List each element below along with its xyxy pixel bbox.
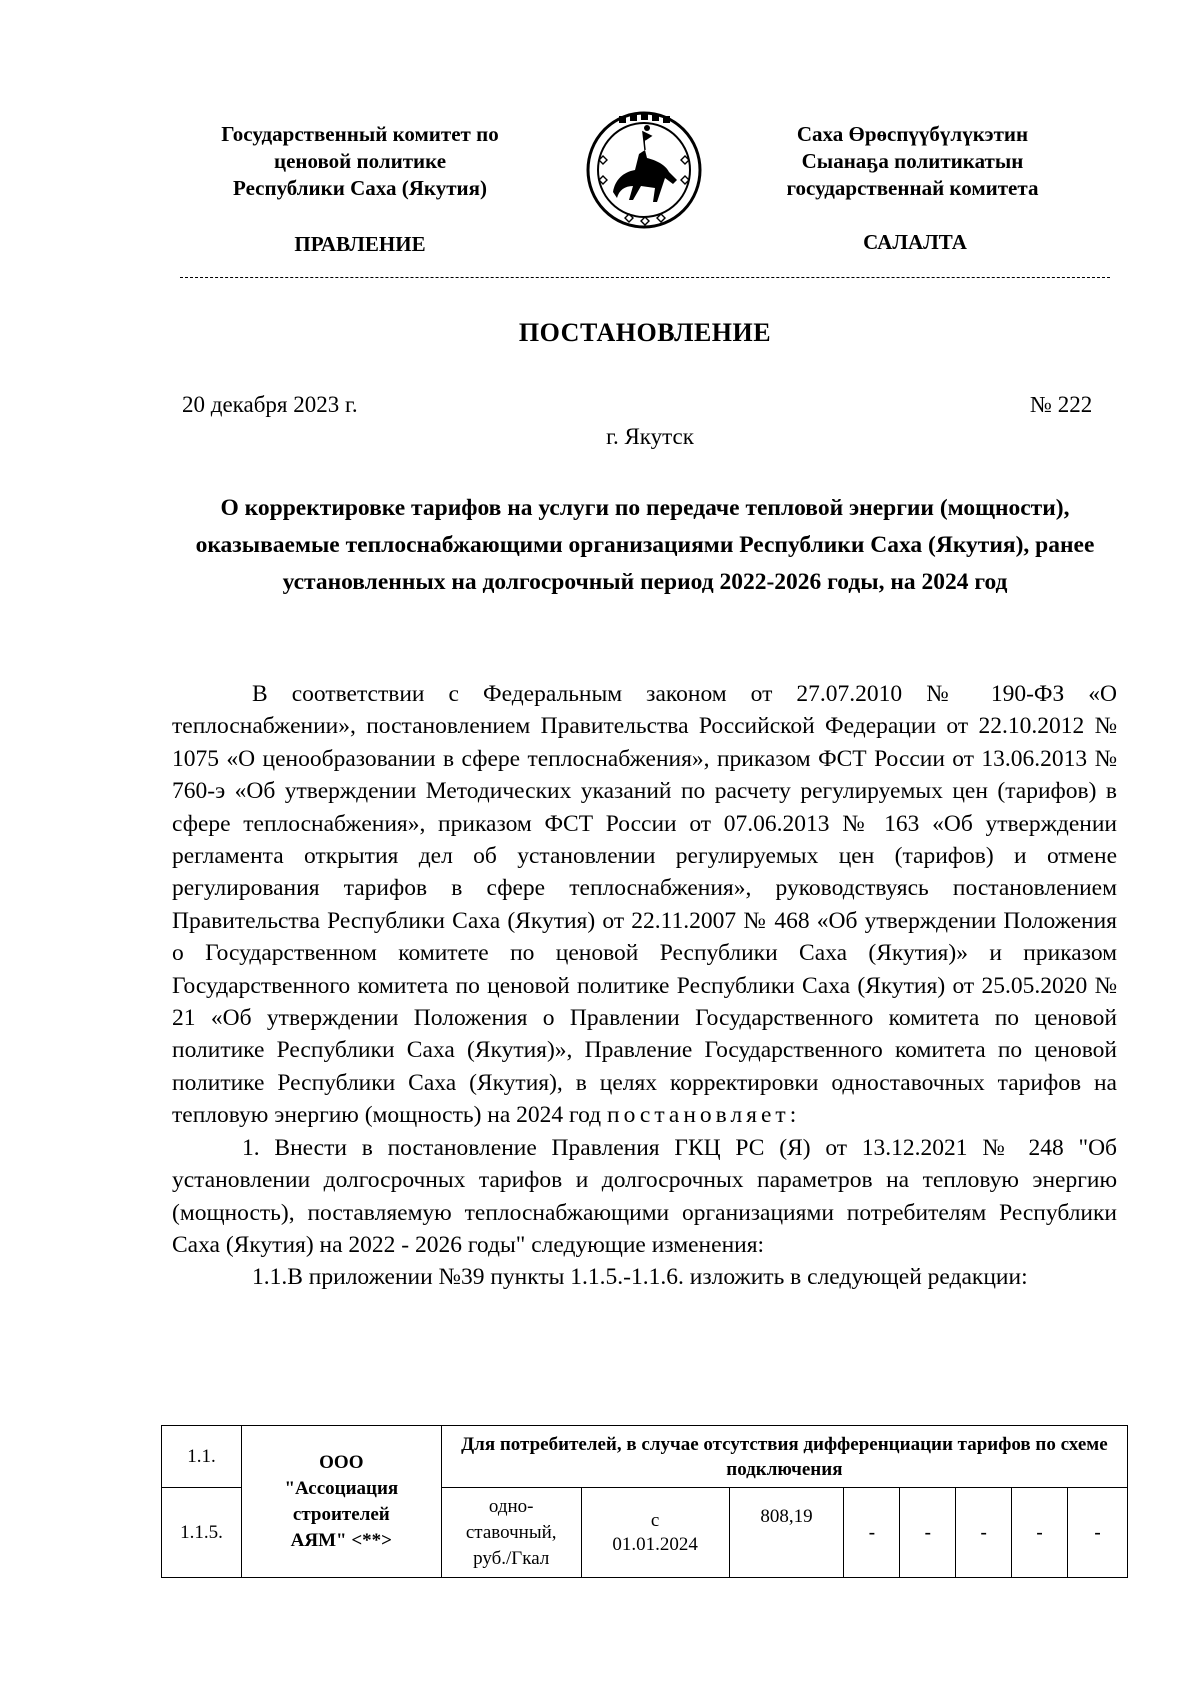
header-divider — [180, 277, 1110, 278]
tariff-table — [161, 1425, 1128, 1578]
document-number: № 222 — [1030, 392, 1093, 417]
header-left-line: Государственный комитет по — [221, 122, 499, 146]
document-title: ПОСТАНОВЛЕНИЕ — [518, 318, 772, 347]
row-number-cell: 1.1.5. — [162, 1488, 242, 1578]
row-number-cell: 1.1. — [162, 1426, 242, 1488]
period-line: с — [650, 1509, 660, 1531]
item-1-1-paragraph: 1.1.В приложении №39 пункты 1.1.5.-1.1.6. изложить в следующей редакции: — [252, 1264, 1028, 1291]
period-cell — [581, 1488, 729, 1578]
decree-word: постановляет: — [607, 1102, 801, 1129]
document-city: г. Якутск — [606, 424, 694, 449]
tariff-type-line: одно- — [488, 1495, 534, 1517]
organization-line: ООО — [319, 1451, 364, 1473]
tariff-value-cell: 808,19 — [729, 1488, 844, 1578]
empty-value-cell: - — [1068, 1488, 1128, 1578]
organization-line: АЯМ" <**> — [290, 1529, 392, 1551]
header-right-board: САЛАЛТА — [863, 230, 967, 254]
consumer-group-header-cell: Для потребителей, в случае отсутствия дифференциации тарифов по схеме подключения — [441, 1426, 1127, 1488]
tariff-type-line: ставочный, — [465, 1521, 557, 1543]
tariff-type-line: руб./Гкал — [473, 1547, 550, 1569]
header-left-line: Республики Саха (Якутия) — [233, 176, 487, 200]
table-row — [162, 1426, 1128, 1488]
document-subject: О корректировке тарифов на услуги по передаче тепловой энергии (мощности), оказываемые теплоснабжающими организациями Республики Саха (Якутия), ранее установленных на долгосрочный период 2022-2026 годы, на 2024 год — [195, 495, 1095, 595]
item-1-paragraph: 1. Внести в постановление Правления ГКЦ РС (Я) от 13.12.2021 № 248 "Об установлении долгосрочных тарифов и долгосрочных параметров на тепловую энергию (мощность), поставляемую теплоснабжающими организациями потребителям Республики Саха (Якутия) на 2022 - 2026 годы" следующие изменения: — [172, 1134, 1117, 1258]
empty-value-cell: - — [900, 1488, 956, 1578]
document-date: 20 декабря 2023 г. — [182, 392, 358, 417]
document-body — [172, 678, 1117, 1294]
header-right-organization — [745, 121, 1080, 202]
header-right-line: Сыанаҕа политикатын — [801, 149, 1024, 173]
coat-of-arms-emblem — [585, 110, 703, 230]
tariff-type-cell — [441, 1488, 581, 1578]
preamble-paragraph — [172, 678, 1117, 1132]
header-right-line: государственнай комитета — [786, 176, 1039, 200]
empty-value-cell: - — [1012, 1488, 1068, 1578]
preamble-text: В соответствии с Федеральным законом от 27.07.2010 № 190-ФЗ «О теплоснабжении», постановлением Правительства Российской Федерации от 22.10.2012 № 1075 «О ценообразовании в сфере теплоснабжения», приказом ФСТ России от 13.06.2013 № 760-э «Об утверждении Методических указаний по расчету регулируемых цен (тарифов) в сфере теплоснабжения», приказом ФСТ России от 07.06.2013 № 163 «Об утверждении регламента открытия дел об установлении регулируемых цен (тарифов) и отмене регулирования тарифов в сфере теплоснабжения», руководствуясь постановлением Правительства Республики Саха (Якутия) от 22.11.2007 № 468 «Об утверждении Положения о Государственном комитете по ценовой Республики Саха (Якутия)» и приказом Государственного комитета по ценовой политике Республики Саха (Якутия) от 25.05.2020 № 21 «Об утверждении Положения о Правлении Государственного комитета по ценовой политике Республики Саха (Якутия)», Правление Государственного комитета по ценовой политике Республики Саха (Якутия), в целях корректировки одноставочных тарифов на тепловую энергию (мощность) на 2024 год — [172, 681, 1117, 1129]
header-left-line: ценовой политике — [273, 149, 447, 173]
header-left-board: ПРАВЛЕНИЕ — [294, 232, 426, 256]
organization-line: "Ассоциация — [284, 1477, 399, 1499]
empty-value-cell: - — [956, 1488, 1012, 1578]
organization-cell — [241, 1426, 441, 1578]
header-right-line: Саха Өрөспүүбүлүкэтин — [796, 122, 1029, 146]
period-line: 01.01.2024 — [612, 1533, 698, 1555]
organization-line: строителей — [292, 1503, 390, 1525]
empty-value-cell: - — [844, 1488, 900, 1578]
header-left-organization — [180, 121, 540, 202]
